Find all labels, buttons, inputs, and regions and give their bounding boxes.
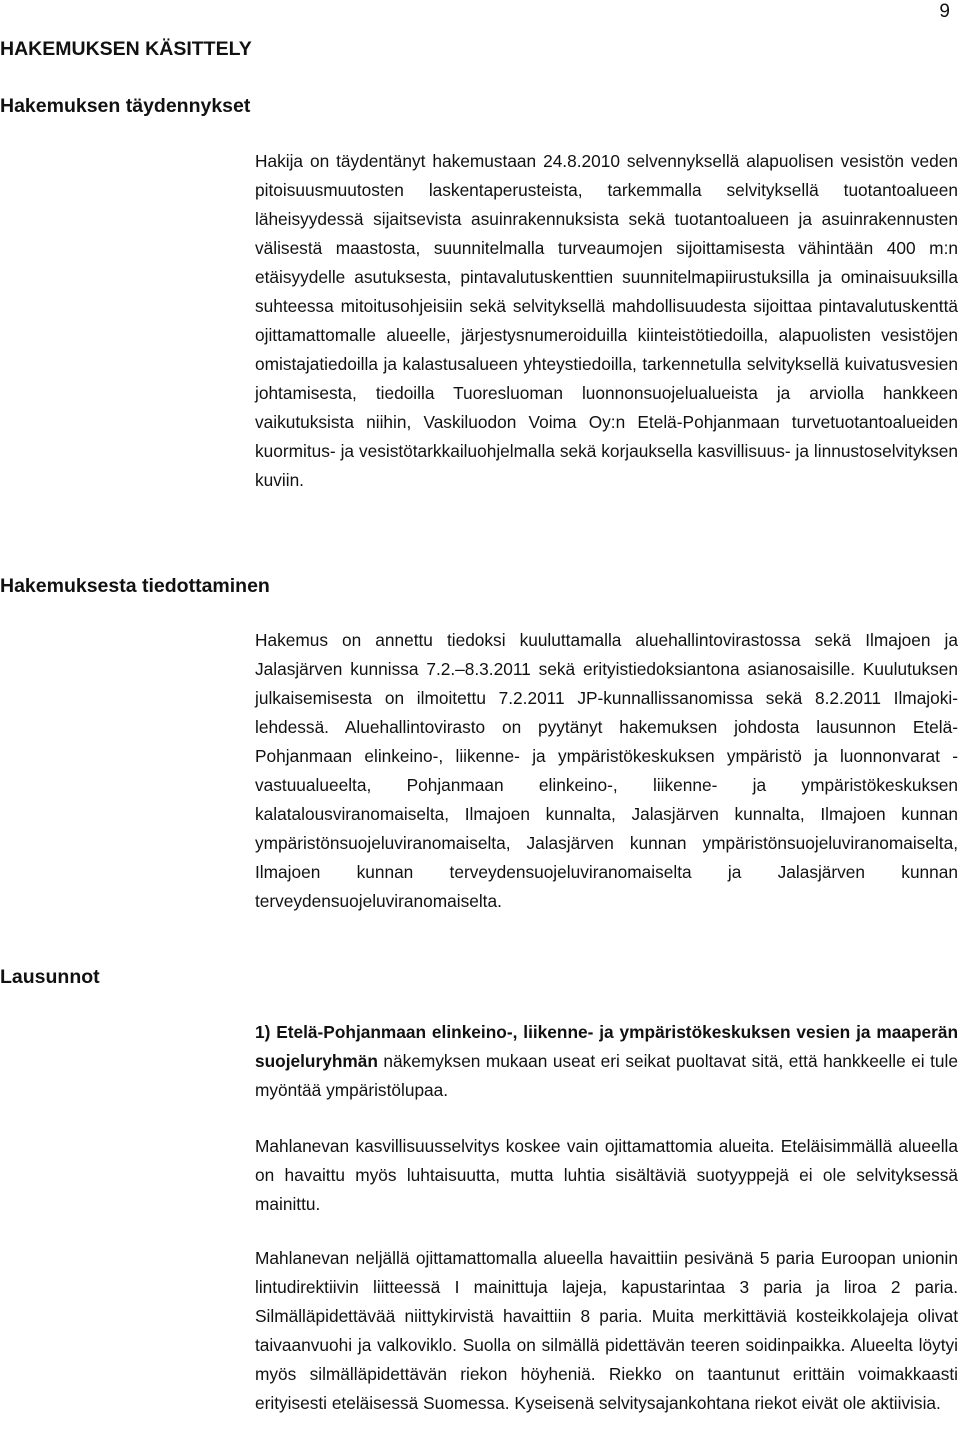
statement-1-authority: 1) Etelä-Pohjanmaan elinkeino-, liikenne- ja ympäristökeskuksen vesien ja maaperän suojeluryhmän [255,1022,958,1071]
notification-heading: Hakemuksesta tiedottaminen [0,575,270,597]
section-heading: HAKEMUKSEN KÄSITTELY [0,38,252,60]
notification-paragraph: Hakemus on annettu tiedoksi kuuluttamalla aluehallintovirastossa sekä Ilmajoen ja Jalasjärven kunnissa 7.2.–8.3.2011 sekä erityistiedoksiantona asianosaisille. Kuulutuksen julkaisemisesta on ilmoitettu 7.2.2011 JP-kunnallissanomissa sekä 8.2.2011 Ilmajoki-lehdessä. Aluehallintovirasto on pyytänyt hakemuksen johdosta lausunnon Etelä-Pohjanmaan elinkeino-, liikenne- ja ympäristökeskuksen ympäristö ja luonnonvarat -vastuualueelta, Pohjanmaan elinkeino-, liikenne- ja ympäristökeskuksen kalatalousviranomaiselta, Ilmajoen kunnalta, Jalasjärven kunnalta, Ilmajoen kunnan ympäristönsuojeluviranomaiselta, Jalasjärven kunnan ympäristönsuojeluviranomaiselta, Ilmajoen kunnan terveydensuojeluviranomaiselta ja Jalasjärven kunnan terveydensuojeluviranomaiselta. [255,630,958,911]
mahlaneva-survey-paragraph: Mahlanevan kasvillisuusselvitys koskee vain ojittamattomia alueita. Eteläisimmällä alueella on havaittu myös luhtaisuutta, mutta luhtia sisältäviä suotyyppejä ei ole selvityksessä mainittu. [255,1136,958,1214]
page-number: 9 [939,1,950,22]
statement-1-paragraph [255,1018,958,1105]
statements-heading: Lausunnot [0,966,100,988]
supplements-paragraph: Hakija on täydentänyt hakemustaan 24.8.2010 selvennyksellä alapuolisen vesistön veden pitoisuusmuutosten laskentaperusteista, tarkemmalla selvityksellä tuotantoalueen läheisyydessä sijaitsevista asuinrakennuksista sekä tuotantoalueen ja asuinrakennusten välisestä maastosta, suunnitelmalla turveaumojen sijoittamisesta vähintään 400 m:n etäisyydelle asutuksesta, pintavalutuskenttien suunnitelmapiirustuksilla ja ominaisuuksilla suhteessa mitoitusohjeisiin sekä selvityksellä mahdollisuudesta sijoittaa pintavalutuskenttä ojittamattomalle alueelle, järjestysnumeroiduilla kiinteistötiedoilla, alapuolisten vesistöjen omistajatiedoilla ja kalastusalueen yhteystiedoilla, tarkennetulla selvityksellä kuivatusvesien johtamisesta, tiedoilla Tuoresluoman luonnonsuojelualueista ja arviolla hankkeen vaikutuksista niihin, Vaskiluodon Voima Oy:n Etelä-Pohjanmaan turvetuotantoalueiden kuormitus- ja vesistötarkkailuohjelmalla sekä korjauksella kasvillisuus- ja linnustoselvityksen kuviin. [255,151,958,490]
mahlaneva-birds-paragraph: Mahlanevan neljällä ojittamattomalla alueella havaittiin pesivänä 5 paria Euroopan unionin lintudirektiivin liitteessä I mainittuja lajeja, kapustarintaa 3 paria ja liroa 2 paria. Silmälläpidettävää niittykirvistä havaittiin 8 paria. Muita merkittäviä kosteikkolajeja olivat taivaanvuohi ja valkoviklo. Suolla on silmällä pidettävän teeren soidinpaikka. Alueelta löytyi myös silmälläpidettävän riekon höyheniä. Riekko on taantunut erittäin voimakkaasti erityisesti eteläisessä Suomessa. Kyseisenä selvitysajankohtana riekot eivät ole aktiivisia. [255,1248,958,1413]
statement-1-text: näkemyksen mukaan useat eri seikat puoltavat sitä, että hankkeelle ei tule myöntää ympäristölupaa. [255,1051,958,1100]
supplements-heading: Hakemuksen täydennykset [0,95,251,117]
